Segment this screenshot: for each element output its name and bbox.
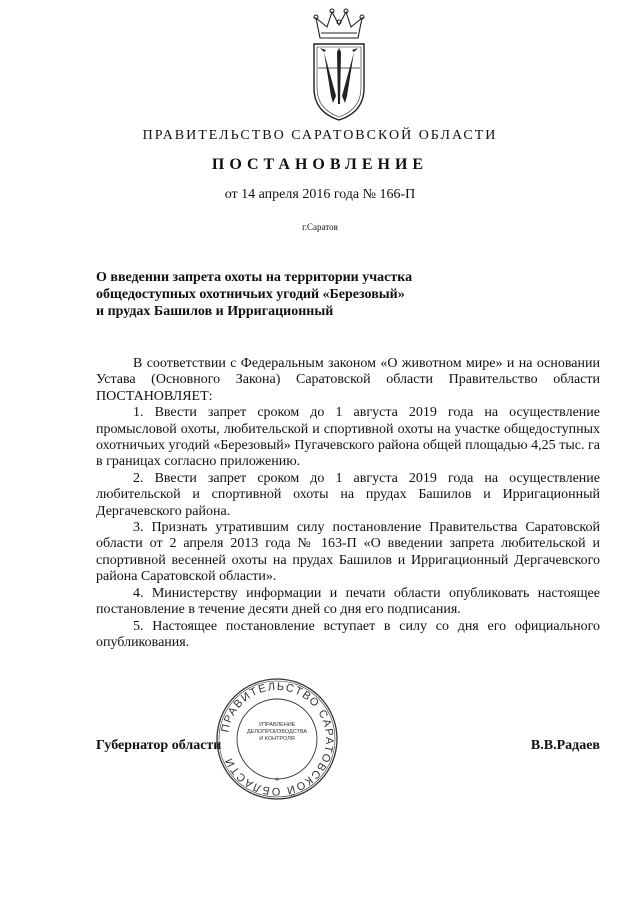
stamp-center-text [247, 722, 307, 743]
stamp-line: И КОНТРОЛЯ [259, 736, 295, 742]
body-item: 1. Ввести запрет сроком до 1 августа 2019 года на осуществление промысловой охоты, любительской и спортивной охоты на участке общедоступных охотничьих угодий «Березовый» Пугачевского района общей площадью 4,25 тыс. га в границах согласно приложению. [96, 405, 600, 470]
stamp-ring-text: ПРАВИТЕЛЬСТВО САРАТОВСКОЙ ОБЛАСТИ [219, 680, 336, 798]
svg-text:*: * [274, 776, 280, 786]
stamp-line: ДЕЛОПРОИЗВОДСТВА [247, 729, 308, 735]
body-item: 4. Министерству информации и печати области опубликовать настоящее постановление в течение десяти дней со дня его подписания. [96, 585, 600, 618]
city: г.Саратов [302, 222, 338, 232]
document-type: ПОСТАНОВЛЕНИЕ [211, 156, 429, 173]
government-name: ПРАВИТЕЛЬСТВО САРАТОВСКОЙ ОБЛАСТИ [142, 128, 498, 143]
body-item: 5. Настоящее постановление вступает в силу со дня его официального опубликования. [96, 618, 600, 650]
stamp-line: УПРАВЛЕНИЕ [258, 722, 296, 728]
coat-of-arms-icon [300, 8, 378, 123]
subject-line: и прудах Башилов и Ирригационный [96, 304, 334, 319]
document-subject [96, 269, 496, 320]
subject-line: общедоступных охотничьих угодий «Березовый» [96, 287, 405, 302]
preamble: В соответствии с Федеральным законом «О животном мире» и на основании Устава (Основного Закона) Саратовской области Правительство области ПОСТАНОВЛЯЕТ: [96, 356, 600, 404]
document-date-number: от 14 апреля 2016 года № 166-П [224, 187, 416, 202]
document-body [96, 356, 600, 651]
signatory-position: Губернатор области [96, 738, 222, 753]
signatory-name: В.В.Радаев [530, 738, 600, 753]
body-item: 3. Признать утратившим силу постановление Правительства Саратовской области от 2 апреля 2013 года № 163-П «О введении запрета любительской и спортивной весенней охоты на прудах Башилов и Ирригационный Дергачевского района Саратовской области». [96, 520, 600, 585]
body-item: 2. Ввести запрет сроком до 1 августа 2019 года на осуществление любительской и спортивной охоты на прудах Башилов и Ирригационный Дергачевского района. [96, 470, 600, 519]
subject-line: О введении запрета охоты на территории участка [96, 270, 413, 285]
